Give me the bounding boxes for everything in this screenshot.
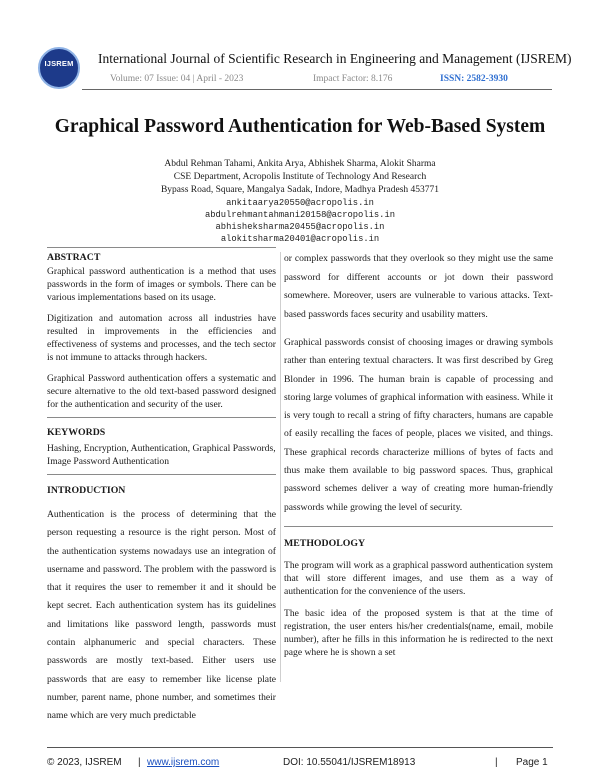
introduction-paragraph: or complex passwords that they overlook so they might use the same password for different accounts or jot down their password somewhere. Moreover, users are vulnerable to various attacks. Text-based passwords faces security and usability matters. — [284, 253, 553, 320]
issn: ISSN: 2582-3930 — [440, 74, 508, 84]
section-divider — [47, 474, 276, 475]
keywords-text: Hashing, Encryption, Authentication, Graphical Passwords, Image Password Authentication — [47, 443, 276, 467]
introduction-paragraph: Graphical passwords consist of choosing images or drawing symbols rather than entering textual characters. It was first described by Greg Blonder in 1996. The human brain is capable of processing and storing large volumes of graphical information with easiness. While it is very tough to recall a string of fifty characters, humans are capable of easily recalling the faces of people, places we visited, and things. These graphical records characterize millions of bytes of facts and thus make them available to big password spaces. Thus, graphical password schemes deliver a way of creating more human-friendly passwords while growing the level of security. — [284, 337, 553, 513]
section-divider — [47, 417, 276, 418]
introduction-paragraph: Authentication is the process of determining that the person requesting a resource is the right person. Most of the authentication systems nowadays use an integration of username and password. The problem with the password is that it requires the user to remember it and it should be kept secret. Each authentication system has its guidelines and limitations like password length, passwords must contain alphanumeric and special characters. These passwords are mostly text-based. Either users use passwords that are easy to remember like license plate number, parent name, phone number, and sometimes their name which are very much predictable — [47, 509, 276, 722]
methodology-paragraph: The program will work as a graphical password authentication system that will store different images, and use them as a way of authentication for the convenience of the users. — [284, 559, 553, 597]
impact-factor: Impact Factor: 8.176 — [313, 74, 393, 84]
footer-doi: DOI: 10.55041/IJSREM18913 — [283, 757, 416, 768]
abstract-paragraph: Graphical Password authentication offers a systematic and secure alternative to the old text-based password designed for the authentication and security of the user. — [47, 373, 276, 410]
footer-separator: | — [138, 757, 141, 768]
left-column — [47, 251, 276, 726]
abstract-paragraph: Graphical password authentication is a method that uses passwords in the form of images or symbols. There can be various implementations based on its usage. — [47, 266, 276, 303]
footer-page-number: Page 1 — [516, 757, 548, 768]
paper-title: Graphical Password Authentication for Web-Based System — [54, 116, 546, 137]
section-divider — [47, 247, 276, 248]
author-list: Abdul Rehman Tahami, Ankita Arya, Abhishek Sharma, Alokit Sharma — [164, 159, 436, 169]
keywords-heading: KEYWORDS — [47, 427, 106, 438]
footer-website-link[interactable]: www.ijsrem.com — [147, 757, 220, 768]
section-divider — [284, 526, 553, 527]
abstract-heading: ABSTRACT — [47, 252, 101, 263]
affiliation-address: Bypass Road, Square, Mangalya Sadak, Indore, Madhya Pradesh 453771 — [160, 185, 440, 195]
column-divider — [280, 252, 281, 682]
footer-divider — [47, 747, 553, 748]
abstract-paragraph: Digitization and automation across all industries have resulted in improvements in the efficiencies and effectiveness of systems and processes, and the tech sector is not immune to attacks through hackers. — [47, 313, 276, 363]
methodology-heading: METHODOLOGY — [284, 537, 366, 549]
author-email[interactable]: ankitaarya20550@acropolis.in — [226, 198, 374, 208]
header-divider — [82, 89, 552, 90]
journal-logo-text: IJSREM — [44, 59, 74, 68]
author-email[interactable]: alokitsharma20401@acropolis.in — [220, 234, 380, 244]
issue-info: Volume: 07 Issue: 04 | April - 2023 — [110, 74, 244, 84]
introduction-heading: INTRODUCTION — [47, 485, 126, 496]
journal-logo — [38, 47, 80, 89]
footer-separator: | — [495, 757, 498, 768]
author-email[interactable]: abdulrehmantahmani20158@acropolis.in — [204, 210, 396, 220]
methodology-paragraph: The basic idea of the proposed system is that at the time of registration, the user enters his/her credentials(name, email, mobile number), after he fills in this information he is redirected to the next page where he is shown a set — [284, 607, 553, 658]
right-column — [284, 250, 553, 659]
footer-copyright: © 2023, IJSREM — [47, 757, 122, 768]
journal-name: International Journal of Scientific Research in Engineering and Management (IJSREM) — [98, 51, 572, 66]
affiliation-department: CSE Department, Acropolis Institute of Technology And Research — [173, 172, 427, 182]
author-email[interactable]: abhisheksharma20455@acropolis.in — [215, 222, 385, 232]
